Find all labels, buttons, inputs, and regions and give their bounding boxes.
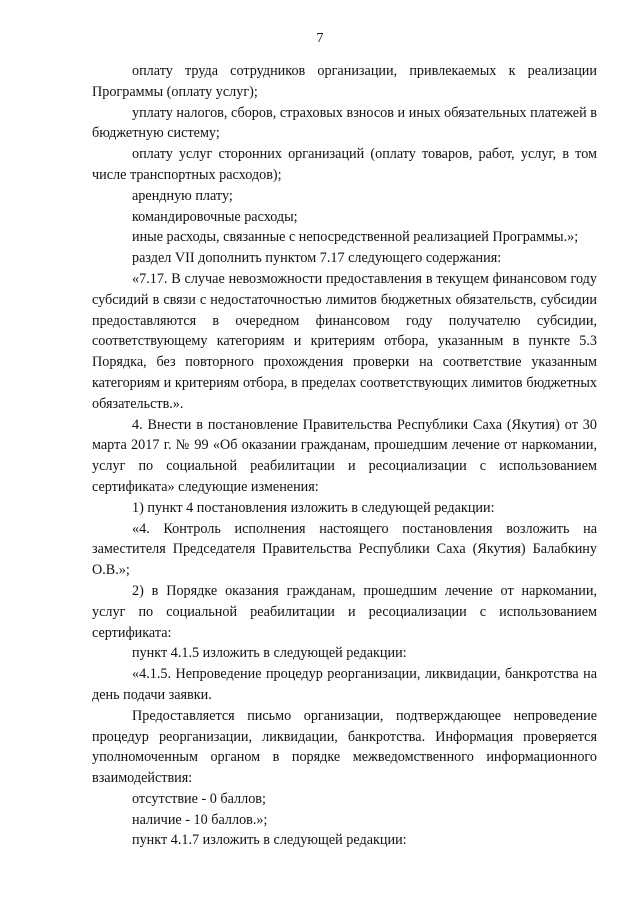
paragraph: «4.1.5. Непроведение процедур реорганизации, ликвидации, банкротства на день подачи заявки. (92, 666, 597, 703)
paragraph: пункт 4.1.5 изложить в следующей редакции: (132, 645, 407, 662)
paragraph: 2) в Порядке оказания гражданам, прошедшим лечение от наркомании, услуг по социальной реабилитации и ресоциализации с использованием сертификата: (92, 582, 597, 641)
paragraph: раздел VII дополнить пунктом 7.17 следующего содержания: (132, 250, 502, 267)
paragraph: уплату налогов, сборов, страховых взносов и иных обязательных платежей в бюджетную систему; (92, 104, 597, 142)
paragraph: оплату услуг сторонних организаций (оплату товаров, работ, услуг, в том числе транспортных расходов); (92, 146, 597, 183)
paragraph: 4. Внести в постановление Правительства Республики Саха (Якутия) от 30 марта 2017 г. № 99 «Об оказании гражданам, прошедшим лечение от наркомании, услуг по социальной реабилитации и ресоциализации с использованием сертификата» следующие изменения: (92, 416, 597, 495)
paragraph: Предоставляется письмо организации, подтверждающее непроведение процедур реорганизации, ликвидации, банкротства. Информация проверяется уполномоченным органом в порядке межведомственного информационного взаимодействия: (92, 707, 597, 787)
paragraph: арендную плату; (132, 187, 233, 204)
page-number: 7 (316, 31, 324, 46)
document-body (92, 61, 597, 851)
paragraph: оплату труда сотрудников организации, привлекаемых к реализации Программы (оплату услуг); (92, 63, 597, 100)
paragraph: отсутствие - 0 баллов; (132, 790, 266, 807)
paragraph: 1) пункт 4 постановления изложить в следующей редакции: (132, 499, 495, 516)
paragraph: «7.17. В случае невозможности предоставления в текущем финансовом году субсидий в связи с недостаточностью лимитов бюджетных обязательств, субсидии предоставляются в очередном финансовом году получателю субсидии, соответствующему категориям и критериям отбора, указанным в пункте 5.3 Порядка, без повторного прохождения проверки на соответствие указанным категориям и критериям отбора, в пределах соответствующих лимитов бюджетных обязательств.». (92, 270, 597, 412)
paragraph: иные расходы, связанные с непосредственной реализацией Программы.»; (132, 229, 579, 246)
paragraph: наличие - 10 баллов.»; (132, 811, 268, 828)
paragraph: «4. Контроль исполнения настоящего постановления возложить на заместителя Председателя Правительства Республики Саха (Якутия) Балабкину О.В.»; (92, 520, 597, 579)
paragraph: пункт 4.1.7 изложить в следующей редакции: (132, 832, 407, 849)
paragraph: командировочные расходы; (132, 208, 298, 225)
